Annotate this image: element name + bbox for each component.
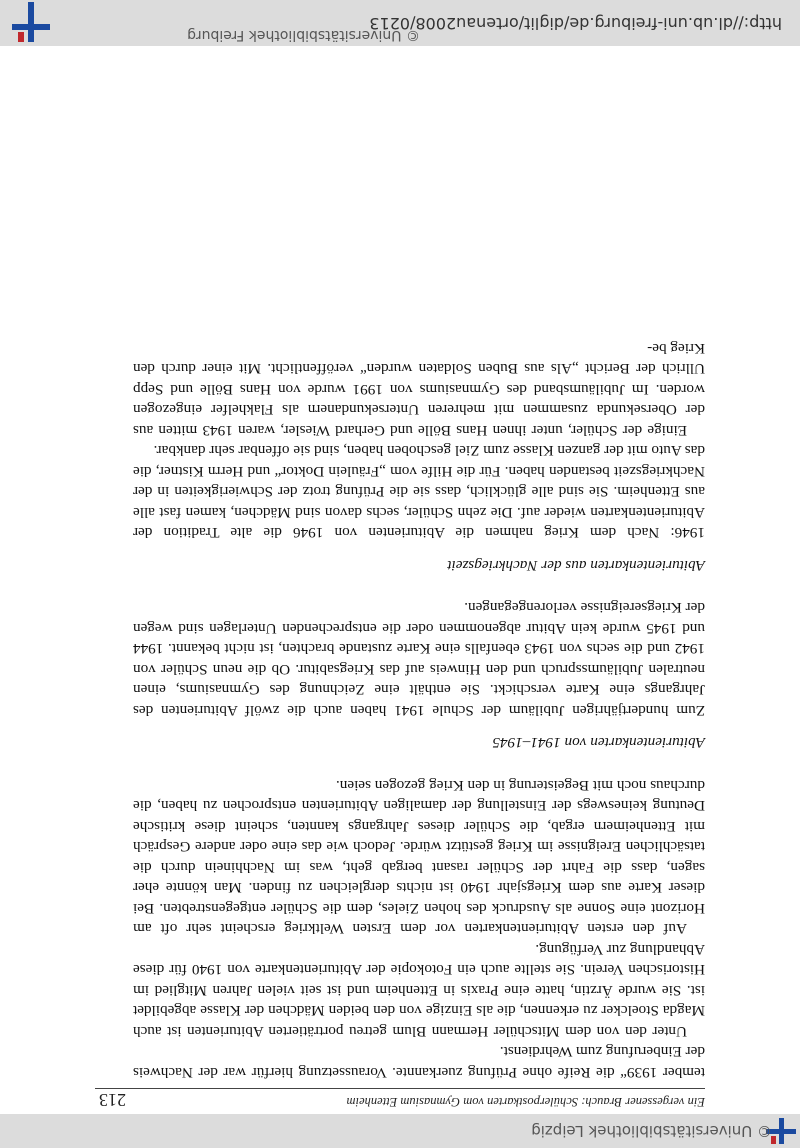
article-body (133, 338, 705, 1083)
copyright-notice: © Universitätsbibliothek Leipzig (531, 1122, 772, 1140)
section-heading-postwar: Abiturientenkarten aus der Nachkriegszeit (447, 557, 705, 574)
source-url-link[interactable]: http://dl.ub.uni-freiburg.de/diglit/ortenau2008/0213 (369, 14, 782, 33)
paragraph-5: 1946: Nach dem Krieg nahmen die Abiturienten von 1946 die alte Tradition der Abiturientenkarten wieder auf. Die zehn Schüler, sechs davon sind Mädchen, kamen fast alle aus Ettenheim. Sie sind alle glücklich, dass sie die Prüfung trotz der Schwierigkeiten in der Nachkriegszeit bestanden haben. Für die Hilfe vom „Fräulein Doktor“ und Herrn Kistner, die das Auto mit der ganzen Klasse zum Ziel geschoben haben, sind sie offenbar sehr dankbar. (133, 442, 705, 542)
running-head-title: Ein vergessener Brauch: Schülerpostkarten vom Gymnasium Ettenheim (346, 1095, 705, 1109)
page-number: 213 (99, 1090, 126, 1110)
bottom-banner (0, 0, 800, 46)
running-head (95, 1087, 705, 1109)
paragraph-4: Zum hundertjährigen Jubiläum der Schule 1941 haben auch die zwölf Abiturienten des Jahrgangs eine Karte verschickt. Sie enthält eine Zeichnung des Gymnasiums, einen neutralen Jubiläumsspruch und den Hinweis auf das Kriegsabitur. Ob die neun Schüler von 1942 und die sechs von 1943 ebenfalls eine Karte zustande brachten, ist nicht bekannt. 1944 und 1945 wurde kein Abitur abgenommen oder die entsprechenden Unterlagen sind wegen der Kriegsereignisse verlorengegangen. (133, 599, 705, 719)
paragraph-6: Einige der Schüler, unter ihnen Hans Bölle und Gerhard Wiesler, waren 1943 mitten aus der Obersekunda zusammen mit mehreren Untersekundanern als Flakhelfer eingezogen worden. Im Jubiläumsband des Gymnasiums von 1991 wurde von Hans Bölle und Sepp Ullrich der Bericht „Als aus Buben Soldaten wurden“ veröffentlicht. Mit einer durch den Krieg be- (133, 340, 705, 439)
section-heading-1941-1945: Abiturientenkarten von 1941–1945 (492, 734, 705, 752)
paragraph-2: Unter den von dem Mitschüler Hermann Blum getreu porträtierten Abiturienten ist auch Magda Stoelcker zu erkennen, die als Einzige von den beiden Mädchen der Klasse abgebildet ist. Sie wurde Ärztin, hatte eine Praxis in Ettenheim und ist seit vielen Jahren Mitglied im Historischen Verein. Sie stellte auch ein Fotokopie der Abiturientenkarte von 1940 für diese Abhandlung zur Verfügung. (133, 941, 705, 1040)
paragraph-1: tember 1939“ die Reife ohne Prüfung zuerkannte. Voraussetzung hierfür war der Nachweis der Einberufung zum Wehrdienst. (133, 1043, 705, 1081)
top-banner (0, 1114, 800, 1148)
library-notice: © Universitätsbibliothek Freiburg (187, 27, 420, 43)
university-logo-icon (8, 0, 54, 46)
header-rule (95, 1088, 705, 1089)
paragraph-3: Auf den ersten Abiturientenkarten vor dem Ersten Weltkrieg erscheint sehr oft am Horizont eine Sonne als Ausdruck des hohen Zieles, dem die Schüler entgegenstrebten. Bei dieser Karte aus dem Kriegsjahr 1940 ist nichts dergleichen zu finden. Man könnte eher sagen, dass die Fahrt der Schüler rasant bergab geht, was im Nachhinein durch die tatsächlichen Ereignisse im Krieg gestützt würde. Jedoch wie das eine oder andere Gespräch mit Ettenheimern ergab, die Schüler dieses Jahrgangs kannten, scheint diese kritische Deutung keineswegs der Einstellung der damaligen Abiturienten entsprochen zu haben, die durchaus noch mit Begeisterung in den Krieg gezogen seien. (133, 777, 705, 938)
